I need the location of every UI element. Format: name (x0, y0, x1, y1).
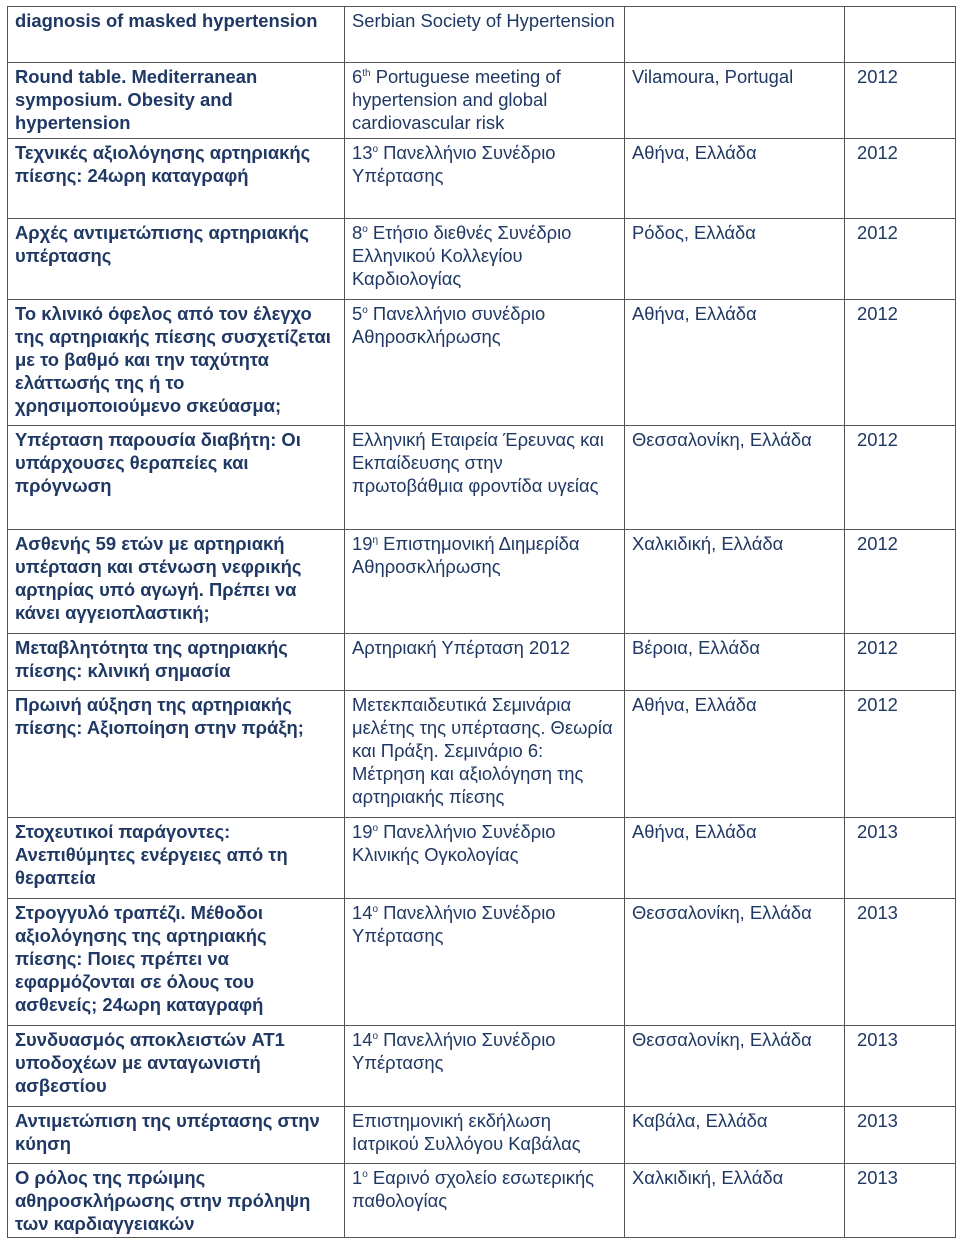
event-name-text: Πανελλήνιο συνέδριο Αθηροσκλήρωσης (352, 303, 546, 347)
event-location: Ρόδος, Ελλάδα (625, 219, 845, 300)
event-name (345, 1164, 625, 1238)
event-year: 2013 (845, 1026, 956, 1107)
event-year: 2013 (845, 1164, 956, 1238)
event-location (625, 7, 845, 63)
presentations-table (7, 6, 956, 1238)
event-year: 2012 (845, 300, 956, 426)
event-location: Αθήνα, Ελλάδα (625, 691, 845, 818)
event-location: Βέροια, Ελλάδα (625, 634, 845, 691)
event-name: Serbian Society of Hypertension (345, 7, 625, 63)
ordinal-suffix: η (372, 534, 379, 546)
event-location: Καβάλα, Ελλάδα (625, 1107, 845, 1164)
table-row (8, 1107, 956, 1164)
ordinal-suffix: ο (372, 822, 379, 834)
table-row (8, 63, 956, 139)
table-row (8, 691, 956, 818)
event-ordinal: 14 (352, 1029, 373, 1050)
event-ordinal: 6 (352, 66, 363, 87)
event-ordinal: 14 (352, 902, 373, 923)
presentation-title: diagnosis of masked hypertension (8, 7, 345, 63)
event-ordinal: 19 (352, 533, 373, 554)
event-name (345, 530, 625, 634)
table-row (8, 530, 956, 634)
event-year: 2012 (845, 426, 956, 530)
presentation-title: Το κλινικό όφελος από τον έλεγχο της αρτηριακής πίεσης συσχετίζεται με το βαθμό και την ταχύτητα ελάττωσής της ή το χρησιμοποιούμενο σκεύασμα; (8, 300, 345, 426)
presentation-title: Αρχές αντιμετώπισης αρτηριακής υπέρτασης (8, 219, 345, 300)
event-location: Αθήνα, Ελλάδα (625, 139, 845, 219)
event-name-text: Portuguese meeting of hypertension and global cardiovascular risk (352, 66, 561, 133)
event-ordinal: 13 (352, 142, 373, 163)
table-row (8, 219, 956, 300)
event-name (345, 818, 625, 899)
event-year: 2012 (845, 691, 956, 818)
event-location: Αθήνα, Ελλάδα (625, 818, 845, 899)
ordinal-suffix: ο (372, 903, 379, 915)
event-ordinal: 5 (352, 303, 363, 324)
ordinal-suffix: ο (362, 304, 368, 316)
event-ordinal: 19 (352, 821, 373, 842)
table-row (8, 1164, 956, 1238)
event-year: 2013 (845, 899, 956, 1026)
event-ordinal: 8 (352, 222, 363, 243)
table-row (8, 7, 956, 63)
event-name (345, 1026, 625, 1107)
event-name (345, 139, 625, 219)
event-location: Θεσσαλονίκη, Ελλάδα (625, 426, 845, 530)
table-row (8, 899, 956, 1026)
event-location: Vilamoura, Portugal (625, 63, 845, 139)
event-year: 2012 (845, 63, 956, 139)
event-year: 2012 (845, 530, 956, 634)
event-location: Θεσσαλονίκη, Ελλάδα (625, 1026, 845, 1107)
event-name (345, 219, 625, 300)
event-ordinal: 1 (352, 1167, 363, 1188)
presentation-title: Στοχευτικοί παράγοντες: Ανεπιθύμητες ενέργειες από τη θεραπεία (8, 818, 345, 899)
presentation-title: Μεταβλητότητα της αρτηριακής πίεσης: κλινική σημασία (8, 634, 345, 691)
event-year: 2012 (845, 139, 956, 219)
event-name: Επιστημονική εκδήλωση Ιατρικού Συλλόγου Καβάλας (345, 1107, 625, 1164)
event-name-text: Πανελλήνιο Συνέδριο Υπέρτασης (352, 142, 556, 186)
presentation-title: Συνδυασμός αποκλειστών AT1 υποδοχέων με ανταγωνιστή ασβεστίου (8, 1026, 345, 1107)
event-name-text: Ετήσιο διεθνές Συνέδριο Ελληνικού Κολλεγίου Καρδιολογίας (352, 222, 572, 289)
event-location: Χαλκιδική, Ελλάδα (625, 530, 845, 634)
event-name-text: Επιστημονική Διημερίδα Αθηροσκλήρωσης (352, 533, 580, 577)
event-name-text: Εαρινό σχολείο εσωτερικής παθολογίας (352, 1167, 595, 1211)
event-name: Μετεκπαιδευτικά Σεμινάρια μελέτης της υπέρτασης. Θεωρία και Πράξη. Σεμινάριο 6: Μέτρηση και αξιολόγηση της αρτηριακής πίεσης (345, 691, 625, 818)
event-year: 2012 (845, 634, 956, 691)
event-name-text: Πανελλήνιο Συνέδριο Κλινικής Ογκολογίας (352, 821, 556, 865)
table-row (8, 818, 956, 899)
ordinal-suffix: ο (372, 143, 379, 155)
event-year: 2012 (845, 219, 956, 300)
event-name-text: Πανελλήνιο Συνέδριο Υπέρτασης (352, 1029, 556, 1073)
table-row (8, 634, 956, 691)
presentation-title: Round table. Mediterranean symposium. Obesity and hypertension (8, 63, 345, 139)
ordinal-suffix: ο (362, 1168, 368, 1180)
event-year: 2013 (845, 1107, 956, 1164)
event-location: Θεσσαλονίκη, Ελλάδα (625, 899, 845, 1026)
event-name (345, 63, 625, 139)
event-year: 2013 (845, 818, 956, 899)
presentation-title: Τεχνικές αξιολόγησης αρτηριακής πίεσης: 24ωρη καταγραφή (8, 139, 345, 219)
event-name-text: Πανελλήνιο Συνέδριο Υπέρτασης (352, 902, 556, 946)
presentation-title: Ο ρόλος της πρώιμης αθηροσκλήρωσης στην πρόληψη των καρδιαγγειακών (8, 1164, 345, 1238)
presentation-title: Πρωινή αύξηση της αρτηριακής πίεσης: Αξιοποίηση στην πράξη; (8, 691, 345, 818)
table-row (8, 139, 956, 219)
table-row (8, 426, 956, 530)
presentation-title: Αντιμετώπιση της υπέρτασης στην κύηση (8, 1107, 345, 1164)
event-name: Αρτηριακή Υπέρταση 2012 (345, 634, 625, 691)
event-name: Ελληνική Εταιρεία Έρευνας και Εκπαίδευσης στην πρωτοβάθμια φροντίδα υγείας (345, 426, 625, 530)
event-name (345, 300, 625, 426)
event-location: Χαλκιδική, Ελλάδα (625, 1164, 845, 1238)
event-location: Αθήνα, Ελλάδα (625, 300, 845, 426)
ordinal-suffix: ο (362, 223, 368, 235)
ordinal-suffix: th (362, 67, 371, 79)
presentation-title: Υπέρταση παρουσία διαβήτη: Οι υπάρχουσες θεραπείες και πρόγνωση (8, 426, 345, 530)
presentation-title: Ασθενής 59 ετών με αρτηριακή υπέρταση και στένωση νεφρικής αρτηρίας υπό αγωγή. Πρέπει να κάνει αγγειοπλαστική; (8, 530, 345, 634)
table-row (8, 1026, 956, 1107)
ordinal-suffix: ο (372, 1030, 379, 1042)
table-row (8, 300, 956, 426)
presentation-title: Στρογγυλό τραπέζι. Μέθοδοι αξιολόγησης της αρτηριακής πίεσης: Ποιες πρέπει να εφαρμόζονται σε όλους του ασθενείς; 24ωρη καταγραφή (8, 899, 345, 1026)
event-year (845, 7, 956, 63)
event-name (345, 899, 625, 1026)
